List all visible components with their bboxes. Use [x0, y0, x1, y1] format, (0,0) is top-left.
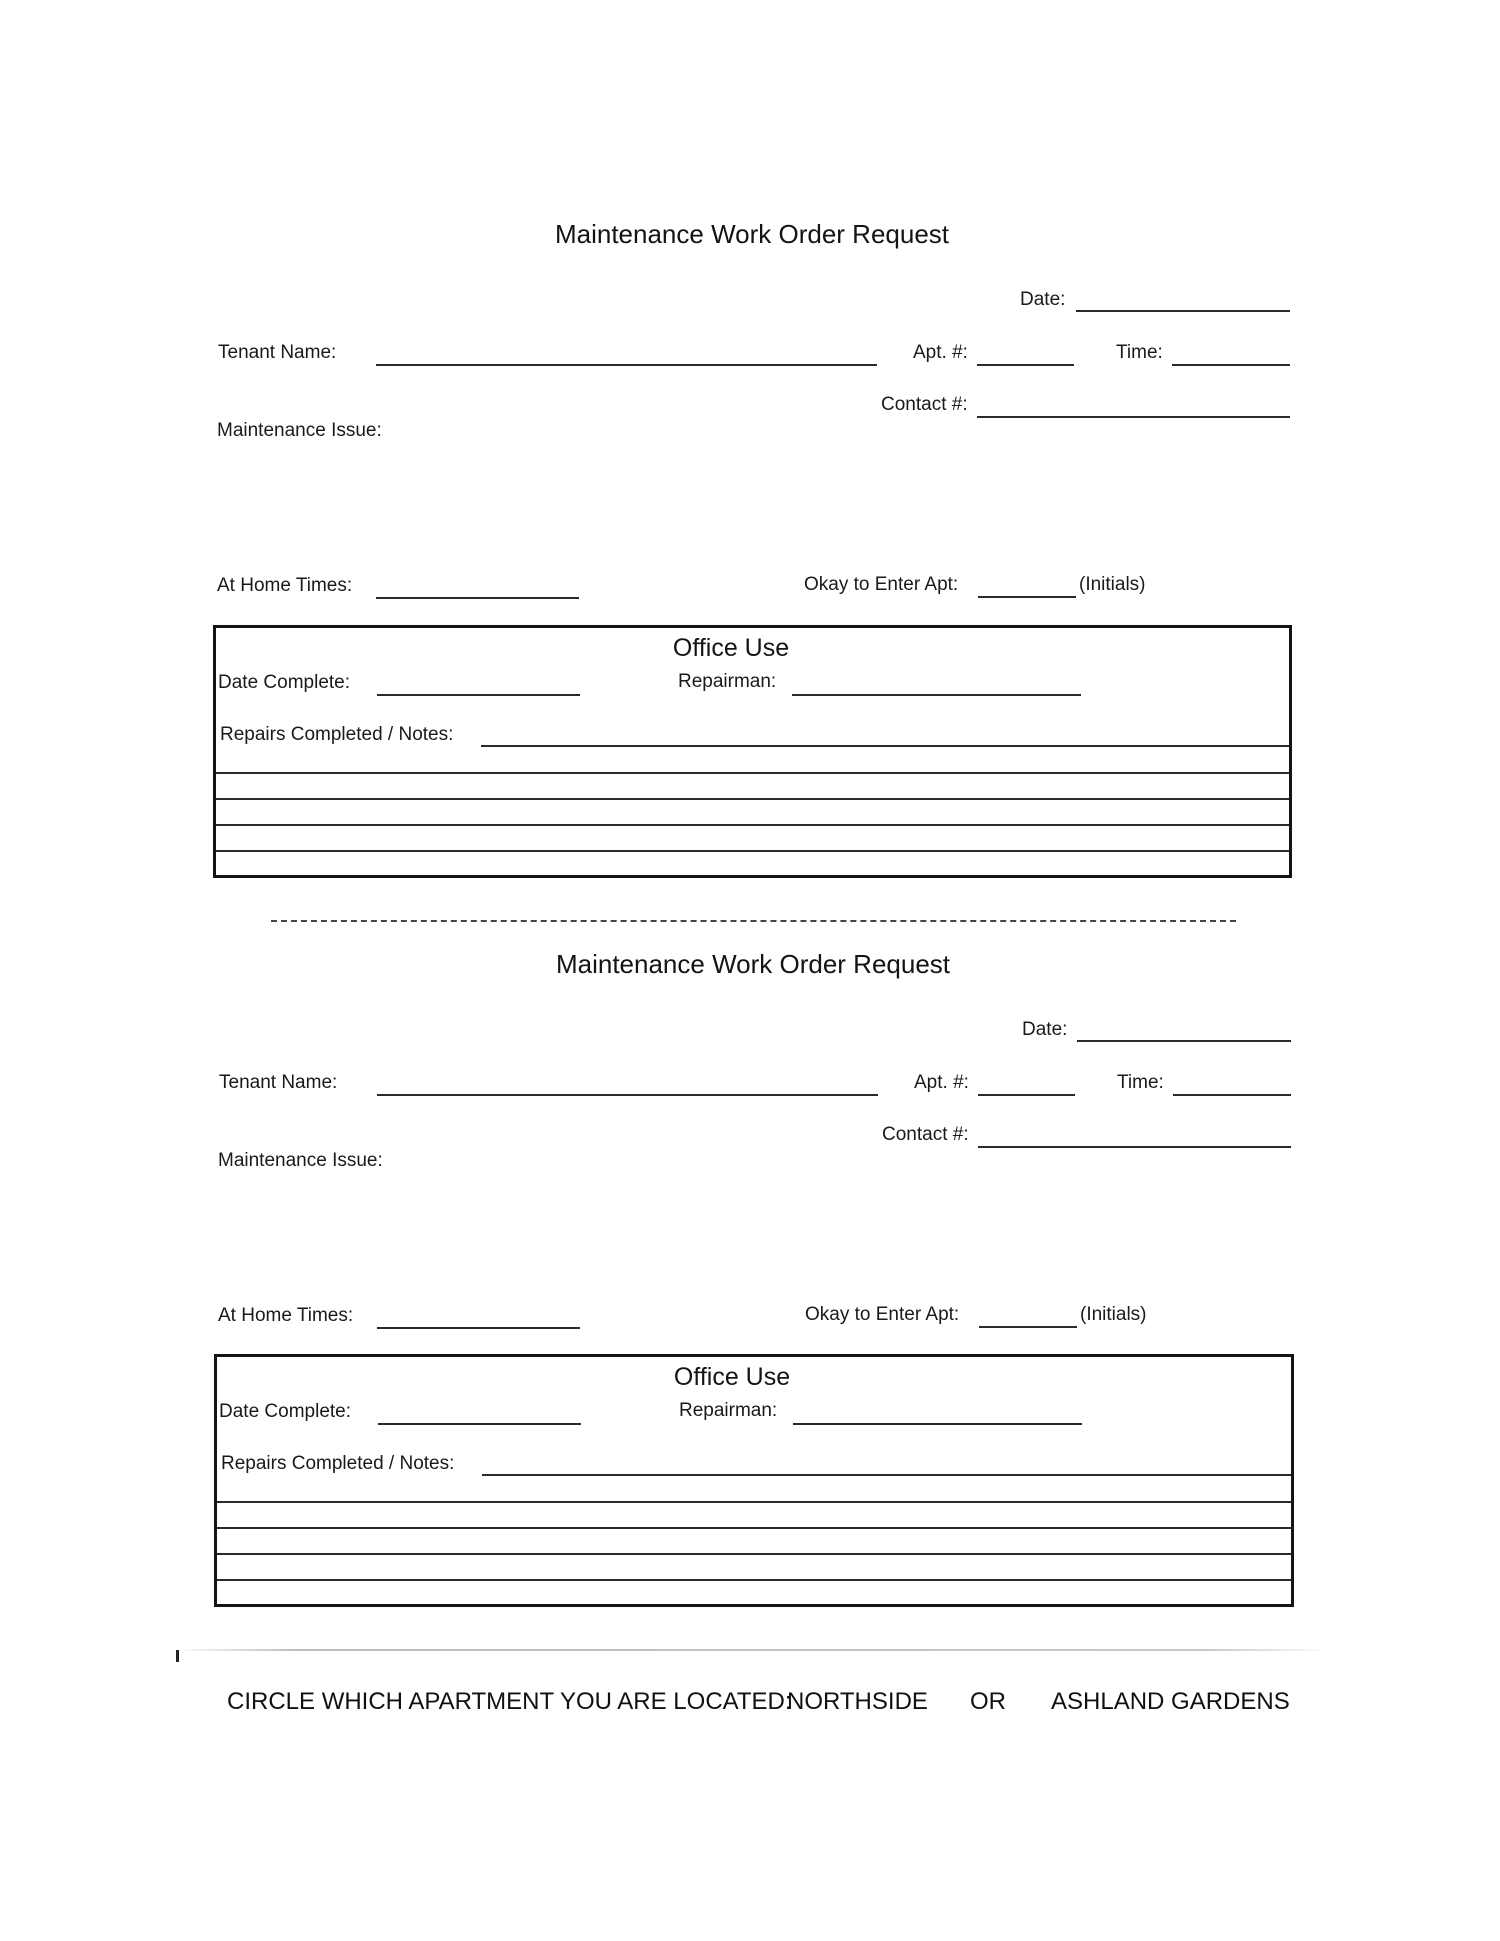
initials-label: (Initials) — [1079, 574, 1146, 595]
date-field[interactable] — [1076, 310, 1290, 312]
form-title: Maintenance Work Order Request — [554, 219, 950, 249]
maintenance-issue-label: Maintenance Issue: — [218, 1150, 383, 1171]
date-field[interactable] — [1077, 1040, 1291, 1042]
okay-to-enter-initials-field[interactable] — [979, 1326, 1077, 1328]
repairman-label: Repairman: — [678, 671, 777, 692]
notes-line-1[interactable] — [482, 1474, 1291, 1476]
tenant-name-label: Tenant Name: — [219, 1072, 338, 1093]
repairs-notes-label: Repairs Completed / Notes: — [220, 724, 454, 745]
date-label: Date: — [1022, 1019, 1068, 1040]
time-label: Time: — [1117, 1072, 1164, 1093]
work-order-form-1 — [0, 0, 1500, 745]
office-use-title: Office Use — [672, 634, 790, 662]
or-separator: OR — [970, 1688, 1006, 1715]
at-home-times-label: At Home Times: — [218, 1305, 354, 1326]
at-home-times-field[interactable] — [377, 1327, 580, 1329]
apt-number-field[interactable] — [977, 364, 1074, 366]
apt-number-label: Apt. #: — [913, 342, 968, 363]
contact-number-field[interactable] — [978, 1146, 1291, 1148]
apt-number-label: Apt. #: — [914, 1072, 969, 1093]
circle-prompt: CIRCLE WHICH APARTMENT YOU ARE LOCATED: — [227, 1688, 792, 1715]
time-field[interactable] — [1173, 1094, 1291, 1096]
repairman-field[interactable] — [793, 1423, 1082, 1425]
tenant-name-field[interactable] — [377, 1094, 878, 1096]
date-complete-label: Date Complete: — [219, 1401, 352, 1422]
office-use-box — [214, 1354, 1294, 1607]
tenant-name-field[interactable] — [376, 364, 877, 366]
notes-line-2[interactable] — [217, 1501, 1291, 1503]
repairs-notes-label: Repairs Completed / Notes: — [221, 1453, 455, 1474]
notes-line-3[interactable] — [217, 1527, 1291, 1529]
maintenance-issue-field[interactable] — [217, 445, 1290, 565]
contact-number-label: Contact #: — [882, 1124, 969, 1145]
date-complete-field[interactable] — [378, 1423, 581, 1425]
initials-label: (Initials) — [1080, 1304, 1147, 1325]
apt-number-field[interactable] — [978, 1094, 1075, 1096]
maintenance-issue-label: Maintenance Issue: — [217, 420, 382, 441]
okay-to-enter-initials-field[interactable] — [978, 596, 1076, 598]
apartment-selection-row — [227, 1688, 792, 1716]
okay-to-enter-label: Okay to Enter Apt: — [805, 1304, 960, 1325]
at-home-times-label: At Home Times: — [217, 575, 353, 596]
tenant-name-label: Tenant Name: — [218, 342, 337, 363]
repairman-label: Repairman: — [679, 1400, 778, 1421]
date-complete-label: Date Complete: — [218, 672, 351, 693]
date-label: Date: — [1020, 289, 1066, 310]
notes-line-5[interactable] — [217, 1579, 1291, 1581]
time-label: Time: — [1116, 342, 1163, 363]
office-use-title: Office Use — [673, 1363, 791, 1391]
maintenance-issue-field[interactable] — [218, 1175, 1291, 1295]
page-divider-line — [185, 1649, 1320, 1651]
notes-line-4[interactable] — [217, 1553, 1291, 1555]
at-home-times-field[interactable] — [376, 597, 579, 599]
date-complete-field[interactable] — [377, 694, 580, 696]
option-northside[interactable]: NORTHSIDE — [787, 1688, 928, 1715]
contact-number-field[interactable] — [977, 416, 1290, 418]
contact-number-label: Contact #: — [881, 394, 968, 415]
time-field[interactable] — [1172, 364, 1290, 366]
okay-to-enter-label: Okay to Enter Apt: — [804, 574, 959, 595]
option-ashland-gardens[interactable]: ASHLAND GARDENS — [1051, 1688, 1290, 1715]
work-order-form-2 — [0, 730, 1500, 1474]
scan-mark — [176, 1650, 179, 1662]
repairman-field[interactable] — [792, 694, 1081, 696]
form-title: Maintenance Work Order Request — [555, 949, 951, 979]
